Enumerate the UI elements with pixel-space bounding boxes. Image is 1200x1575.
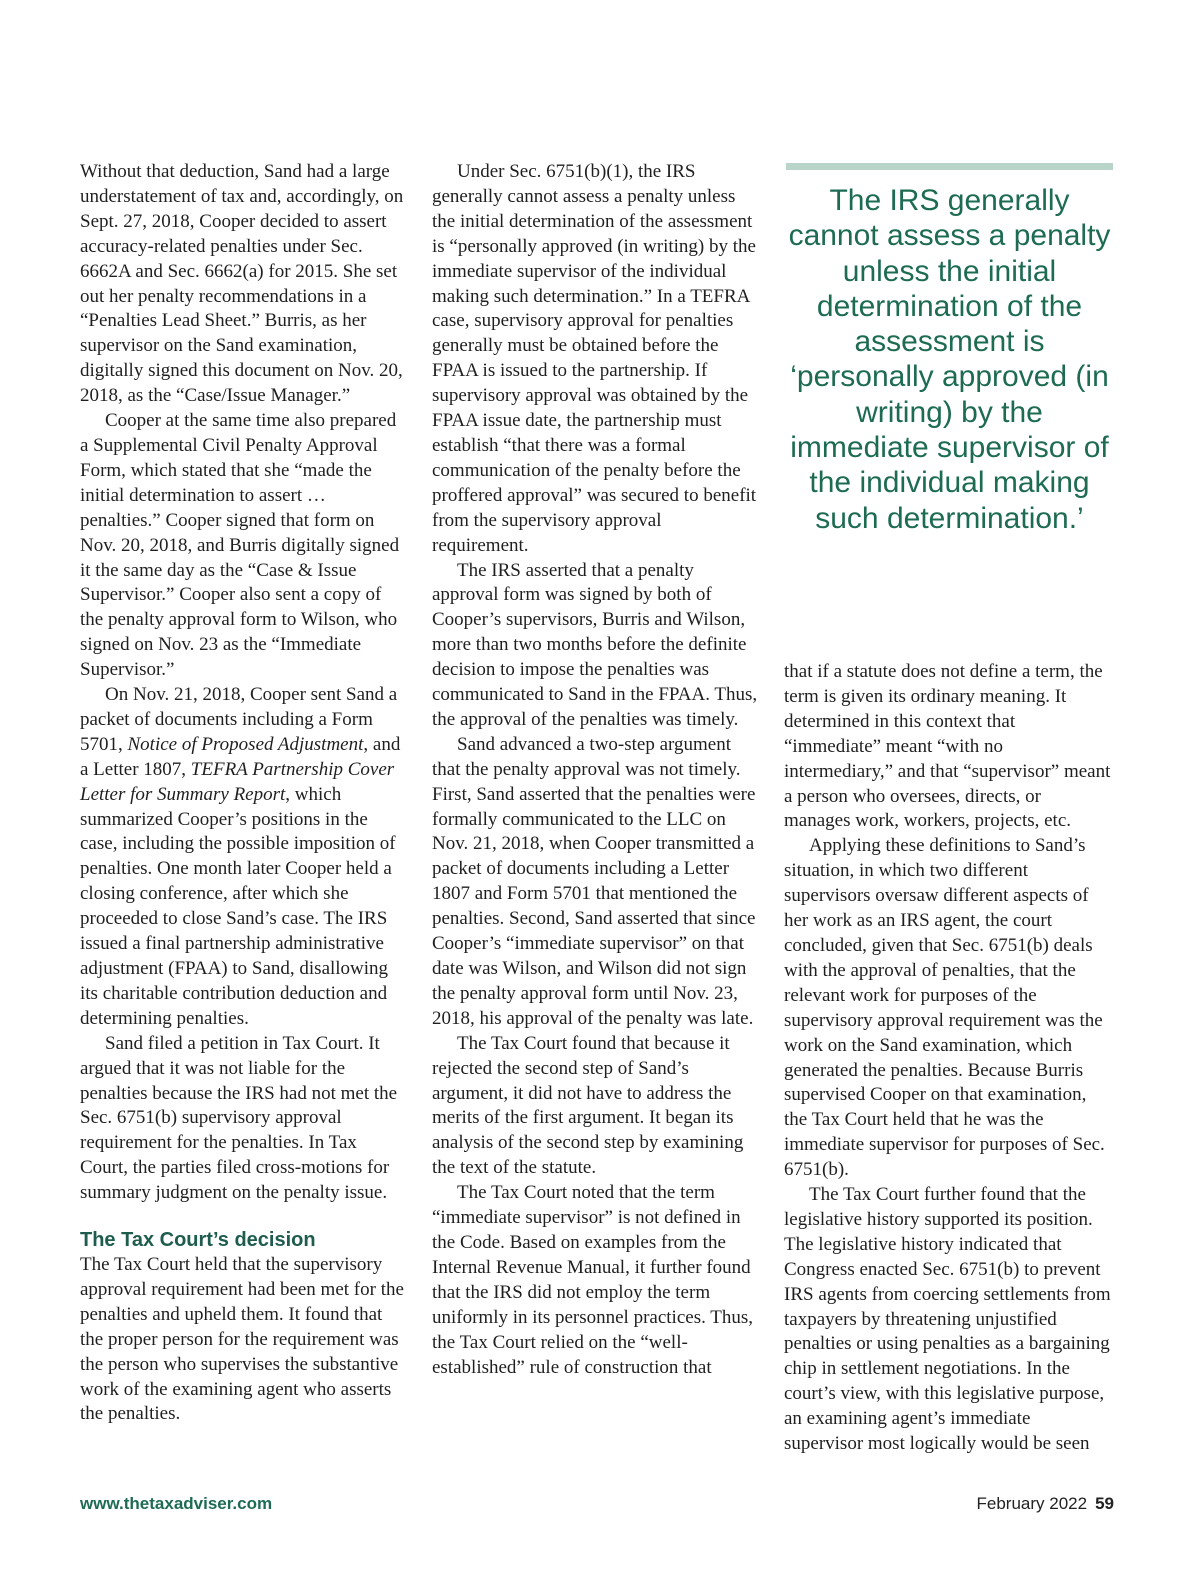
footer-issue: [977, 1494, 1115, 1514]
issue-date: February 2022: [976, 1494, 1088, 1513]
page-number: 59: [1095, 1494, 1114, 1513]
paragraph: The Tax Court held that the supervisory approval requirement had been met for the penalties and upheld them. It found that the proper person for the requirement was the person who supervises the substantive work of the examining agent who asserts the penalties.: [80, 1253, 404, 1425]
pull-quote: The IRS generally cannot assess a penalty unless the initial determination of the assessment is ‘personally approved (in writing) by the immediate supervisor of the individual making such determination.’: [788, 184, 1111, 535]
letter-title-italic: TEFRA Partnership Cover Letter for Summary Report: [80, 758, 395, 805]
paragraph: Applying these definitions to Sand’s situation, in which two different supervisors oversaw different aspects of her work as an IRS agent, the court concluded, given that Sec. 6751(b) deals with the approval of penalties, that the relevant work for purposes of the supervisory approval requirement was the work on the Sand examination, which generated the penalties. Because Burris supervised Cooper on that examination, the Tax Court held that he was the immediate supervisor for purposes of Sec. 6751(b).: [784, 835, 1105, 1181]
footer-website-link[interactable]: www.thetaxadviser.com: [80, 1494, 273, 1513]
pull-quote-rule: [786, 163, 1113, 170]
text-run: , and a Letter 1807,: [80, 733, 401, 780]
paragraph: The Tax Court noted that the term “immediate supervisor” is not defined in the Code. Based on examples from the Internal Revenue Manual, it further found that the IRS did not employ the term uniformly in its personnel practices. Thus, the Tax Court relied on the “well-established” rule of construction that: [432, 1182, 754, 1378]
section-heading: The Tax Court’s decision: [80, 1229, 316, 1252]
paragraph: Sand advanced a two-step argument that the penalty approval was not timely. First, Sand asserted that the penalties were formally communicated to the LLC on Nov. 21, 2018, when Cooper transmitted a packet of documents including a Letter 1807 and Form 5701 that mentioned the penalties. Second, Sand asserted that since Cooper’s “immediate supervisor” on that date was Wilson, and Wilson did not sign the penalty approval form until Nov. 23, 2018, his approval of the penalty was late.: [432, 733, 756, 1029]
article-column-1: [80, 160, 408, 1427]
paragraph: [80, 683, 408, 1032]
article-column-3: [784, 660, 1112, 1457]
article-column-2: [432, 160, 760, 1380]
text-run: On Nov. 21, 2018, Cooper sent Sand a packet of documents including a Form 5701,: [80, 684, 398, 755]
paragraph: Under Sec. 6751(b)(1), the IRS generally cannot assess a penalty unless the initial determination of the assessment is “personally approved (in writing) by the immediate supervisor of the individual making such determination.” In a TEFRA case, supervisory approval for penalties generally must be obtained before the FPAA is issued to the partnership. If supervisory approval was obtained by the FPAA issue date, the partnership must establish “that there was a formal communication of the penalty before the proffered approval” was secured to benefit from the supervisory approval requirement.: [432, 161, 757, 556]
paragraph: Sand filed a petition in Tax Court. It argued that it was not liable for the penalties because the IRS had not met the Sec. 6751(b) supervisory approval requirement for the penalties. In Tax Court, the parties filed cross-motions for summary judgment on the penalty issue.: [80, 1032, 398, 1204]
paragraph: The IRS asserted that a penalty approval form was signed by both of Cooper’s supervisors, Burris and Wilson, more than two months before the definite decision to impose the penalties was communicated to Sand in the FPAA. Thus, the approval of the penalties was timely.: [432, 559, 758, 730]
form-title-italic: Notice of Proposed Adjustment: [127, 733, 364, 755]
paragraph: The Tax Court further found that the legislative history supported its position. The legislative history indicated that Congress enacted Sec. 6751(b) to prevent IRS agents from coercing settlements from taxpayers by threatening unjustified penalties or using penalties as a bargaining chip in settlement negotiations. In the court’s view, with this legislative purpose, an examining agent’s immediate supervisor most logically would be seen: [784, 1184, 1111, 1455]
paragraph: The Tax Court found that because it rejected the second step of Sand’s argument, it did not have to address the merits of the first argument. It began its analysis of the second step by examining the text of the statute.: [432, 1032, 744, 1179]
paragraph: Cooper at the same time also prepared a Supplemental Civil Penalty Approval Form, which stated that she “made the initial determination to assert … penalties.” Cooper signed that form on Nov. 20, 2018, and Burris digitally signed it the same day as the “Case & Issue Supervisor.” Cooper also sent a copy of the penalty approval form to Wilson, who signed on Nov. 23 as the “Immediate Supervisor.”: [80, 410, 400, 681]
paragraph: that if a statute does not define a term, the term is given its ordinary meaning. It determined in this context that “immediate” meant “with no intermediary,” and that “supervisor” meant a person who oversees, directs, or manages work, workers, projects, etc.: [784, 661, 1111, 832]
paragraph: Without that deduction, Sand had a large understatement of tax and, accordingly, on Sept. 27, 2018, Cooper decided to assert accuracy-related penalties under Sec. 6662A and Sec. 6662(a) for 2015. She set out her penalty recommendations in a “Penalties Lead Sheet.” Burris, as her supervisor on the Sand examination, digitally signed this document on Nov. 20, 2018, as the “Case/Issue Manager.”: [80, 161, 404, 407]
text-run: , which summarized Cooper’s positions in the case, including the possible imposition of penalties. One month later Cooper held a closing conference, after which she proceeded to close Sand’s case. The IRS issued a final partnership administrative adjustment (FPAA) to Sand, disallowing its charitable contribution deduction and determining penalties.: [80, 783, 396, 1029]
